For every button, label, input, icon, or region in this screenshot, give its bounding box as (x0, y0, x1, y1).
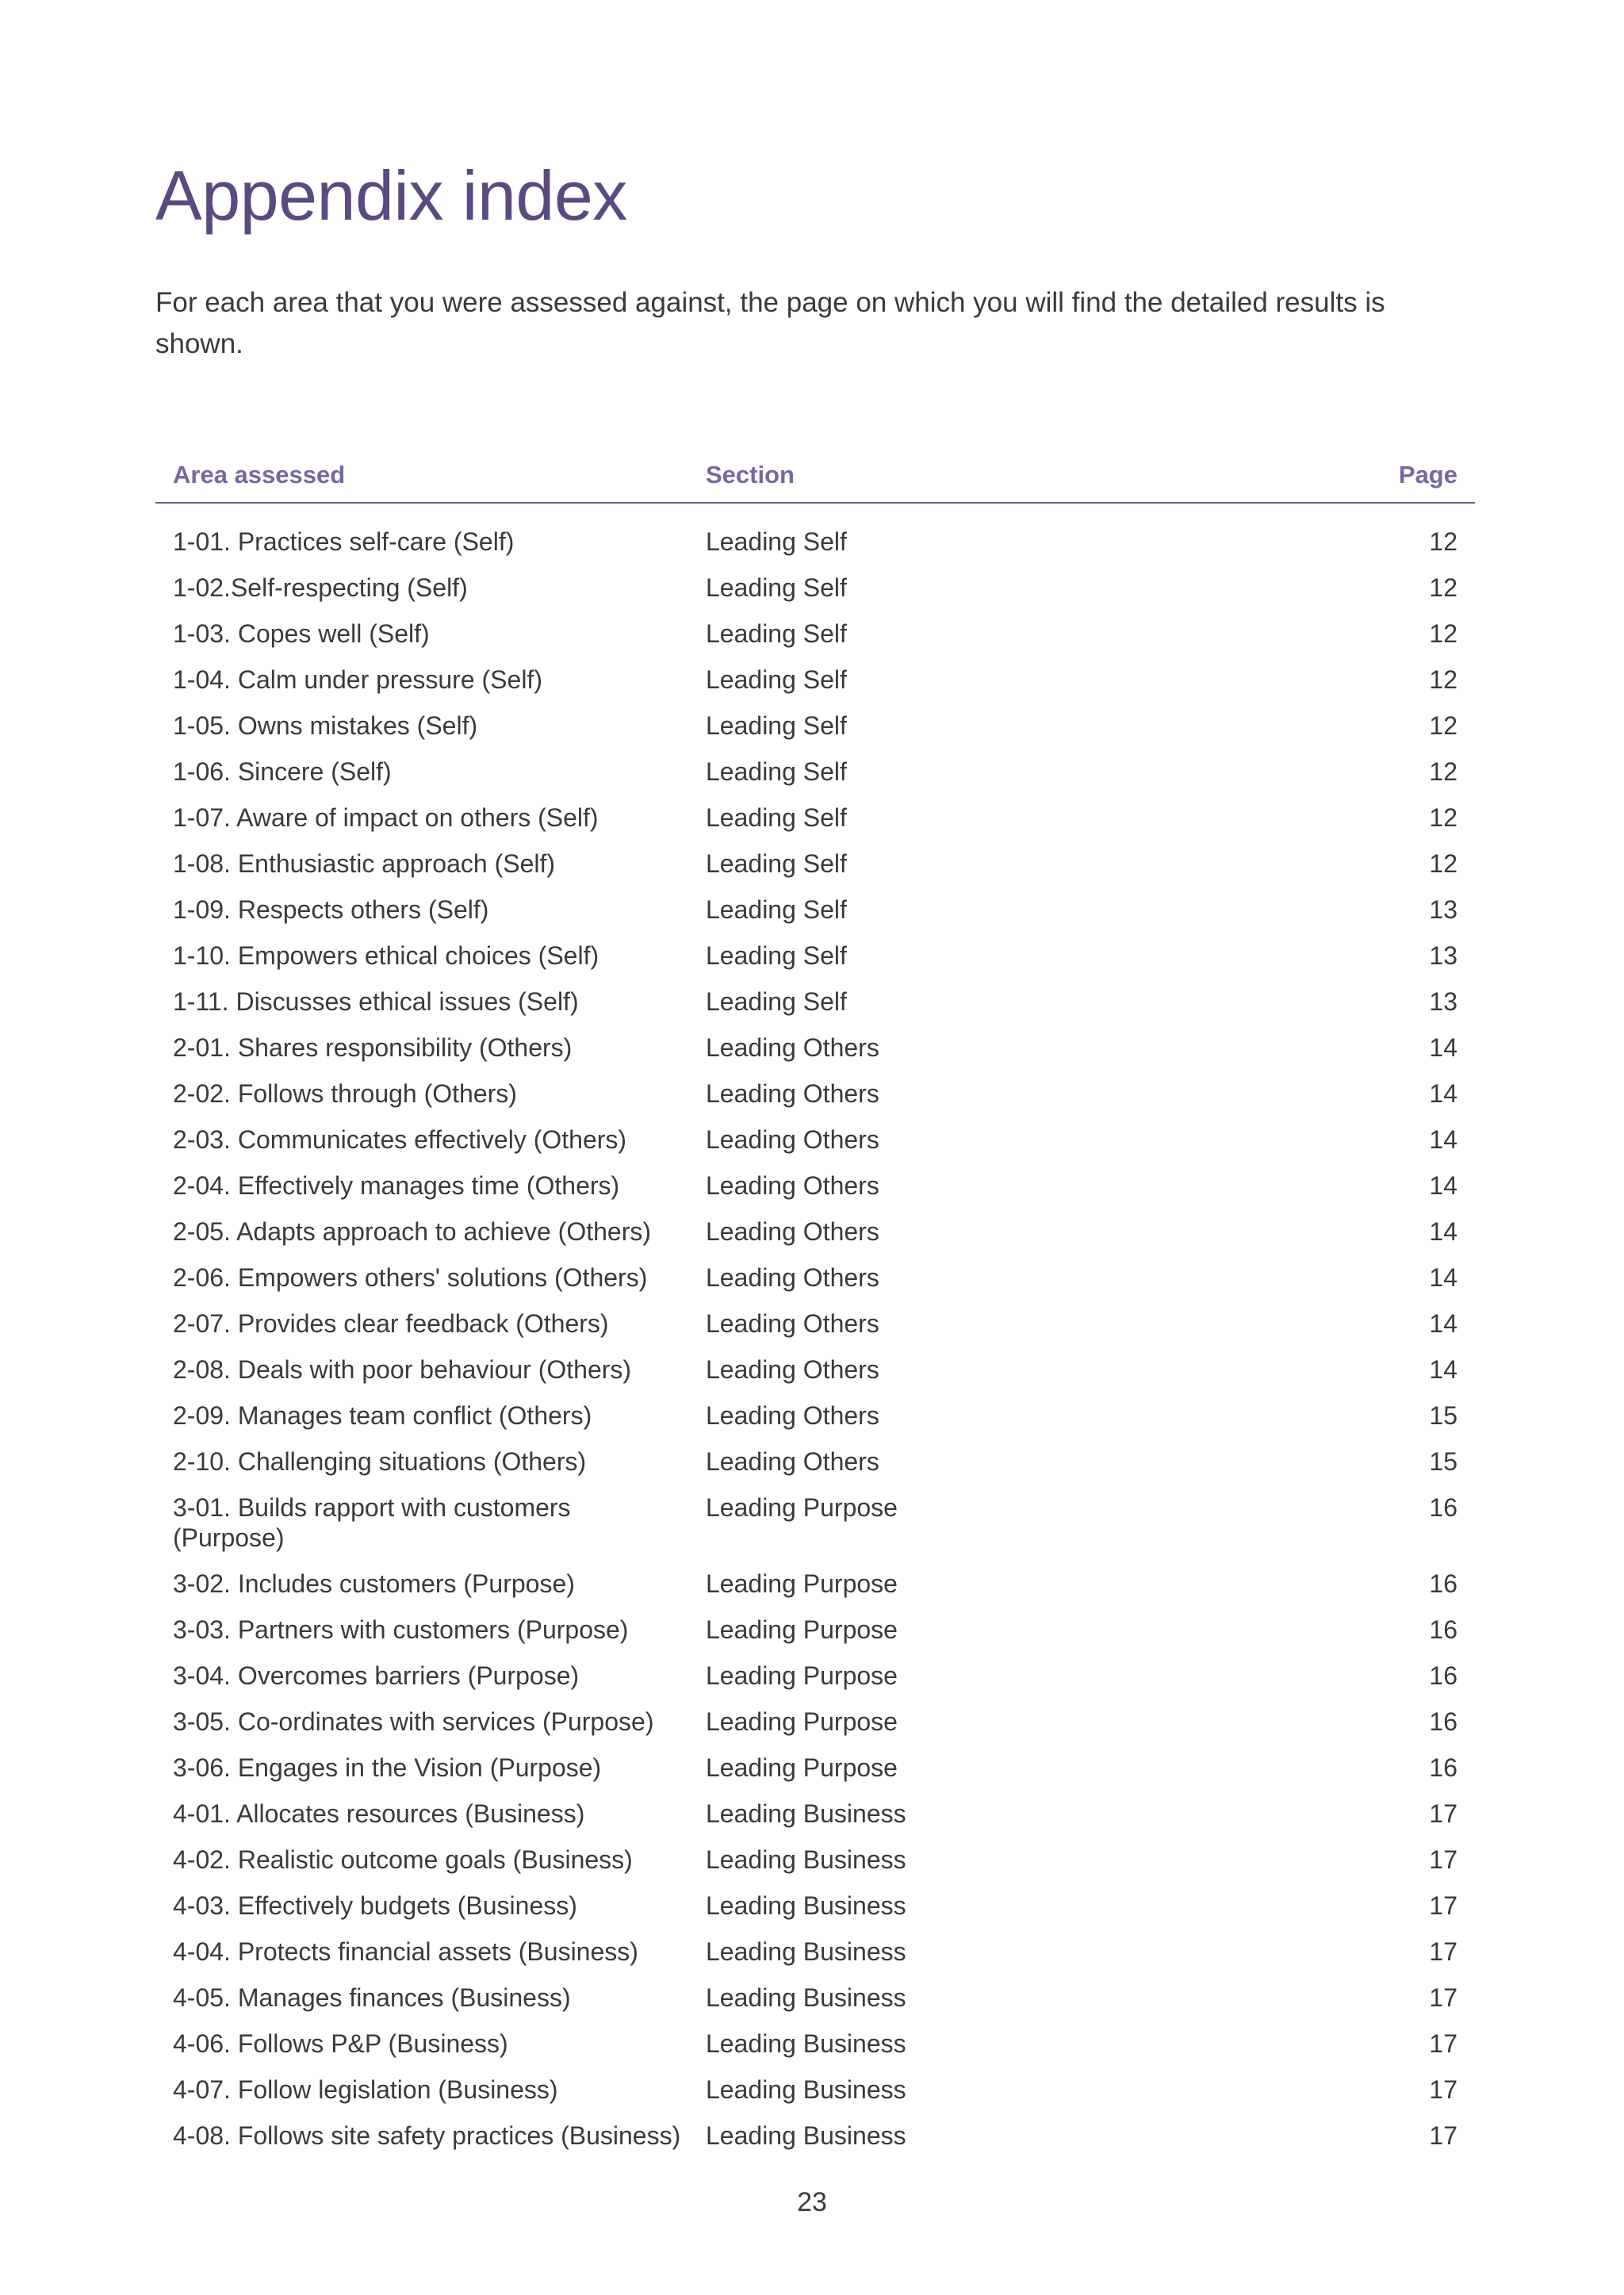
page-cell: 17 (1429, 2121, 1457, 2150)
page-cell: 13 (1429, 987, 1457, 1016)
area-cell: 3-02. Includes customers (Purpose) (173, 1569, 575, 1598)
section-cell: Leading Others (706, 1309, 879, 1338)
table-row (155, 2112, 1475, 2158)
area-cell: 1-09. Respects others (Self) (173, 895, 489, 924)
table-row (155, 794, 1475, 840)
table-row (155, 1070, 1475, 1116)
area-cell: 2-08. Deals with poor behaviour (Others) (173, 1355, 632, 1384)
table-row (155, 1484, 1475, 1560)
table-row (155, 2066, 1475, 2112)
table-row (155, 932, 1475, 978)
table-row (155, 1116, 1475, 1162)
table-row (155, 1928, 1475, 1974)
table-row (155, 886, 1475, 932)
section-cell: Leading Others (706, 1079, 879, 1108)
section-cell: Leading Others (706, 1217, 879, 1246)
table-row (155, 1254, 1475, 1300)
page-cell: 12 (1429, 665, 1457, 694)
section-cell: Leading Self (706, 573, 847, 602)
area-cell: 3-03. Partners with customers (Purpose) (173, 1615, 629, 1644)
page-cell: 17 (1429, 2075, 1457, 2104)
section-cell: Leading Business (706, 1983, 906, 2012)
page-cell: 17 (1429, 1891, 1457, 1920)
section-cell: Leading Business (706, 1891, 906, 1920)
table-row (155, 702, 1475, 748)
section-cell: Leading Self (706, 757, 847, 786)
section-cell: Leading Others (706, 1355, 879, 1384)
area-cell: 3-05. Co-ordinates with services (Purpose) (173, 1707, 654, 1736)
page-cell: 16 (1429, 1569, 1457, 1598)
section-cell: Leading Purpose (706, 1753, 898, 1782)
page-cell: 14 (1429, 1033, 1457, 1062)
section-cell: Leading Purpose (706, 1661, 898, 1690)
section-cell: Leading Self (706, 711, 847, 740)
table-row (155, 518, 1475, 564)
area-cell: 4-07. Follow legislation (Business) (173, 2075, 558, 2104)
section-cell: Leading Others (706, 1263, 879, 1292)
area-cell: 2-03. Communicates effectively (Others) (173, 1125, 627, 1154)
page-cell: 16 (1429, 1493, 1457, 1522)
page-cell: 12 (1429, 711, 1457, 740)
section-cell: Leading Business (706, 1845, 906, 1874)
section-cell: Leading Purpose (706, 1569, 898, 1598)
page-number: 23 (797, 2187, 827, 2217)
area-cell: 4-05. Manages finances (Business) (173, 1983, 571, 2012)
section-cell: Leading Purpose (706, 1707, 898, 1736)
table-row (155, 1652, 1475, 1698)
area-cell: 2-10. Challenging situations (Others) (173, 1447, 587, 1476)
area-cell: 4-02. Realistic outcome goals (Business) (173, 1845, 633, 1874)
section-cell: Leading Others (706, 1033, 879, 1062)
page-cell: 14 (1429, 1355, 1457, 1384)
page-cell: 12 (1429, 573, 1457, 602)
page-cell: 13 (1429, 941, 1457, 970)
page-cell: 17 (1429, 1845, 1457, 1874)
section-cell: Leading Others (706, 1401, 879, 1430)
area-cell: 1-11. Discusses ethical issues (Self) (173, 987, 579, 1016)
section-cell: Leading Self (706, 803, 847, 832)
area-cell: 4-08. Follows site safety practices (Business) (173, 2121, 681, 2150)
table-row (155, 1208, 1475, 1254)
area-cell: 1-07. Aware of impact on others (Self) (173, 803, 599, 832)
header-page: Page (1398, 461, 1457, 489)
table-row (155, 1392, 1475, 1438)
section-cell: Leading Purpose (706, 1493, 898, 1522)
page-cell: 17 (1429, 1983, 1457, 2012)
header-area-assessed: Area assessed (173, 461, 346, 489)
table-row (155, 748, 1475, 794)
area-cell: 3-04. Overcomes barriers (Purpose) (173, 1661, 580, 1690)
table-row (155, 564, 1475, 610)
section-cell: Leading Purpose (706, 1615, 898, 1644)
page-cell: 14 (1429, 1171, 1457, 1200)
page-cell: 12 (1429, 803, 1457, 832)
page-cell: 14 (1429, 1263, 1457, 1292)
page-cell: 17 (1429, 2029, 1457, 2058)
area-cell: 2-02. Follows through (Others) (173, 1079, 517, 1108)
area-cell: 2-05. Adapts approach to achieve (Others) (173, 1217, 652, 1246)
page-cell: 16 (1429, 1615, 1457, 1644)
table-row (155, 1560, 1475, 1606)
area-cell: 2-06. Empowers others' solutions (Others) (173, 1263, 648, 1292)
area-cell: 4-03. Effectively budgets (Business) (173, 1891, 577, 1920)
table-row (155, 610, 1475, 656)
page-cell: 16 (1429, 1753, 1457, 1782)
section-cell: Leading Self (706, 665, 847, 694)
table-row (155, 978, 1475, 1024)
section-cell: Leading Self (706, 527, 847, 556)
section-cell: Leading Business (706, 1937, 906, 1966)
area-cell: 4-06. Follows P&P (Business) (173, 2029, 508, 2058)
table-row (155, 656, 1475, 702)
area-cell: 2-04. Effectively manages time (Others) (173, 1171, 620, 1200)
page-cell: 14 (1429, 1125, 1457, 1154)
table-row (155, 1698, 1475, 1744)
table-body (155, 504, 1475, 2158)
table-row (155, 2020, 1475, 2066)
page-cell: 12 (1429, 619, 1457, 648)
area-cell: 3-06. Engages in the Vision (Purpose) (173, 1753, 602, 1782)
area-cell: 3-01. Builds rapport with customers (Purpose) (173, 1493, 571, 1552)
page-cell: 15 (1429, 1447, 1457, 1476)
area-cell: 2-01. Shares responsibility (Others) (173, 1033, 573, 1062)
table-header (155, 448, 1475, 504)
table-row (155, 1024, 1475, 1070)
table-row (155, 1790, 1475, 1836)
area-cell: 1-05. Owns mistakes (Self) (173, 711, 478, 740)
table-row (155, 1836, 1475, 1882)
section-cell: Leading Self (706, 895, 847, 924)
area-cell: 1-02.Self-respecting (Self) (173, 573, 468, 602)
table-row (155, 1882, 1475, 1928)
section-cell: Leading Self (706, 941, 847, 970)
page-title: Appendix index (155, 156, 627, 235)
table-row (155, 1974, 1475, 2020)
appendix-index-table (155, 448, 1475, 2158)
area-cell: 1-01. Practices self-care (Self) (173, 527, 515, 556)
section-cell: Leading Business (706, 1799, 906, 1828)
table-row (155, 840, 1475, 886)
area-cell: 1-10. Empowers ethical choices (Self) (173, 941, 599, 970)
page-cell: 14 (1429, 1079, 1457, 1108)
area-cell: 1-03. Copes well (Self) (173, 619, 430, 648)
page-cell: 14 (1429, 1309, 1457, 1338)
section-cell: Leading Business (706, 2029, 906, 2058)
intro-paragraph: For each area that you were assessed against, the page on which you will find the detailed results is shown. (155, 287, 1385, 359)
table-row (155, 1606, 1475, 1652)
table-row (155, 1744, 1475, 1790)
section-cell: Leading Self (706, 987, 847, 1016)
area-cell: 1-04. Calm under pressure (Self) (173, 665, 542, 694)
page-cell: 15 (1429, 1401, 1457, 1430)
page-cell: 16 (1429, 1707, 1457, 1736)
section-cell: Leading Others (706, 1171, 879, 1200)
section-cell: Leading Self (706, 849, 847, 878)
section-cell: Leading Others (706, 1447, 879, 1476)
area-cell: 4-01. Allocates resources (Business) (173, 1799, 585, 1828)
table-row (155, 1438, 1475, 1484)
section-cell: Leading Business (706, 2075, 906, 2104)
area-cell: 2-07. Provides clear feedback (Others) (173, 1309, 609, 1338)
table-row (155, 1300, 1475, 1346)
page-cell: 17 (1429, 1799, 1457, 1828)
page-cell: 12 (1429, 757, 1457, 786)
page-cell: 16 (1429, 1661, 1457, 1690)
area-cell: 4-04. Protects financial assets (Business) (173, 1937, 638, 1966)
area-cell: 1-06. Sincere (Self) (173, 757, 392, 786)
section-cell: Leading Self (706, 619, 847, 648)
table-row (155, 1346, 1475, 1392)
header-section: Section (706, 461, 795, 489)
section-cell: Leading Others (706, 1125, 879, 1154)
page-cell: 12 (1429, 527, 1457, 556)
page-cell: 12 (1429, 849, 1457, 878)
table-row (155, 1162, 1475, 1208)
area-cell: 2-09. Manages team conflict (Others) (173, 1401, 592, 1430)
page-cell: 13 (1429, 895, 1457, 924)
section-cell: Leading Business (706, 2121, 906, 2150)
page-cell: 17 (1429, 1937, 1457, 1966)
page-cell: 14 (1429, 1217, 1457, 1246)
area-cell: 1-08. Enthusiastic approach (Self) (173, 849, 556, 878)
